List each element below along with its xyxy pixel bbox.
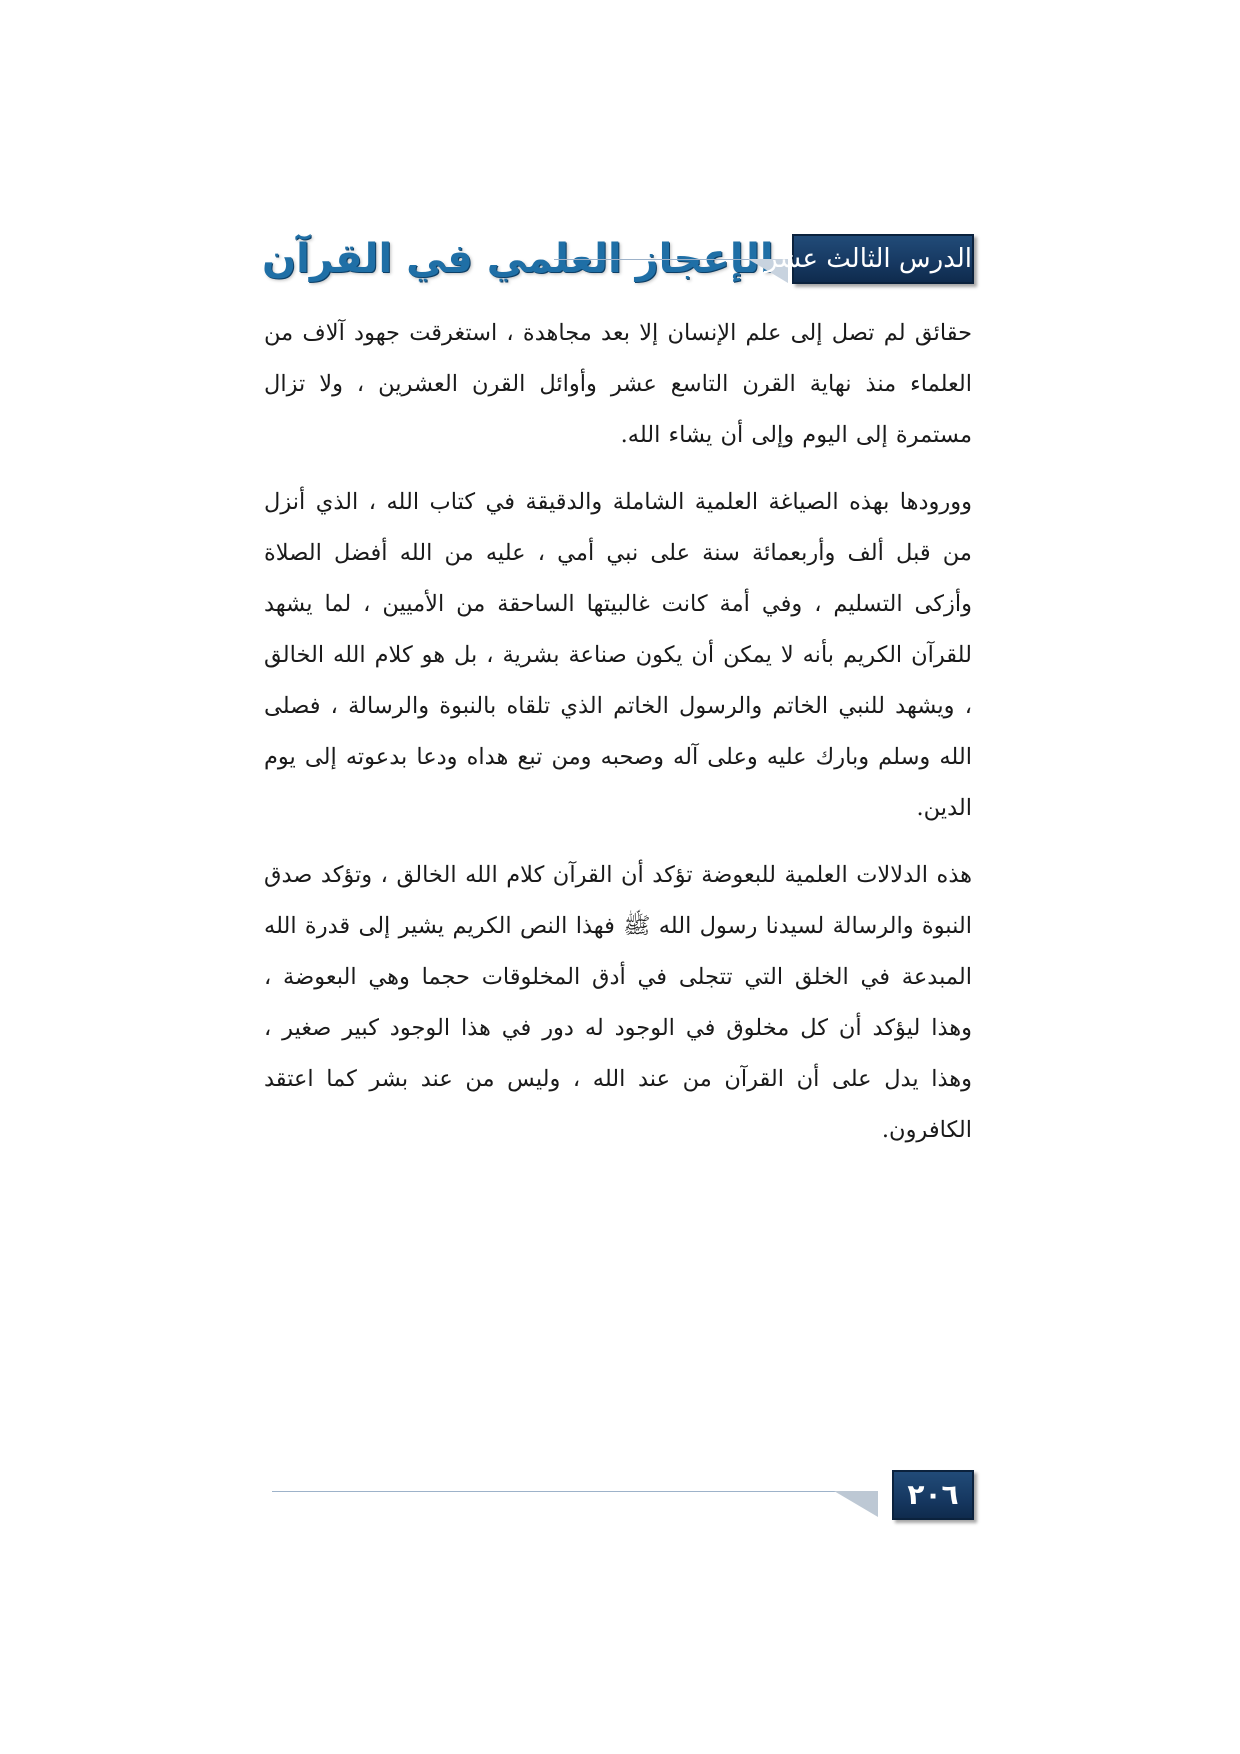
paragraph-3: هذه الدلالات العلمية للبعوضة تؤكد أن القرآن كلام الله الخالق ، وتؤكد صدق النبوة والرسالة لسيدنا رسول الله ﷺ فهذا النص الكريم يشير إلى قدرة الله المبدعة في الخلق التي تتجلى في أدق المخلوقات حجما وهي البعوضة ، وهذا ليؤكد أن كل مخلوق في الوجود له دور في هذا الوجود كبير صغير ، وهذا يدل على أن القرآن من عند الله ، وليس من عند بشر كما اعتقد الكافرون.	[264, 862, 972, 1143]
lesson-label: الدرس الثالث عشر	[764, 244, 972, 274]
footer-divider-line	[272, 1491, 872, 1492]
page-body	[264, 308, 972, 1172]
book-title: الإعجاز العلمي في القرآن	[262, 236, 774, 282]
page-number: ٢٠٦	[907, 1478, 959, 1511]
paragraph-2: وورودها بهذه الصياغة العلمية الشاملة والدقيقة في كتاب الله ، الذي أنزل من قبل ألف وأربعمائة سنة على نبي أمي ، عليه من الله أفضل الصلاة وأزكى التسليم ، وفي أمة كانت غالبيتها الساحقة من الأميين ، لما يشهد للقرآن الكريم بأنه لا يمكن أن يكون صناعة بشرية ، بل هو كلام الله الخالق ، ويشهد للنبي الخاتم والرسول الخاتم الذي تلقاه بالنبوة والرسالة ، فصلى الله وسلم وبارك عليه وعلى آله وصحبه ومن تبع هداه ودعا بدعوته إلى يوم الدين.	[264, 489, 972, 821]
page-number-badge	[892, 1470, 974, 1520]
page-header	[262, 228, 974, 290]
paragraph-1: حقائق لم تصل إلى علم الإنسان إلا بعد مجاهدة ، استغرقت جهود آلاف من العلماء منذ نهاية القرن التاسع عشر وأوائل القرن العشرين ، ولا تزال مستمرة إلى اليوم وإلى أن يشاء الله.	[264, 320, 972, 448]
page-footer	[272, 1470, 974, 1526]
lesson-badge	[764, 234, 974, 284]
footer-divider-wedge	[834, 1491, 878, 1517]
